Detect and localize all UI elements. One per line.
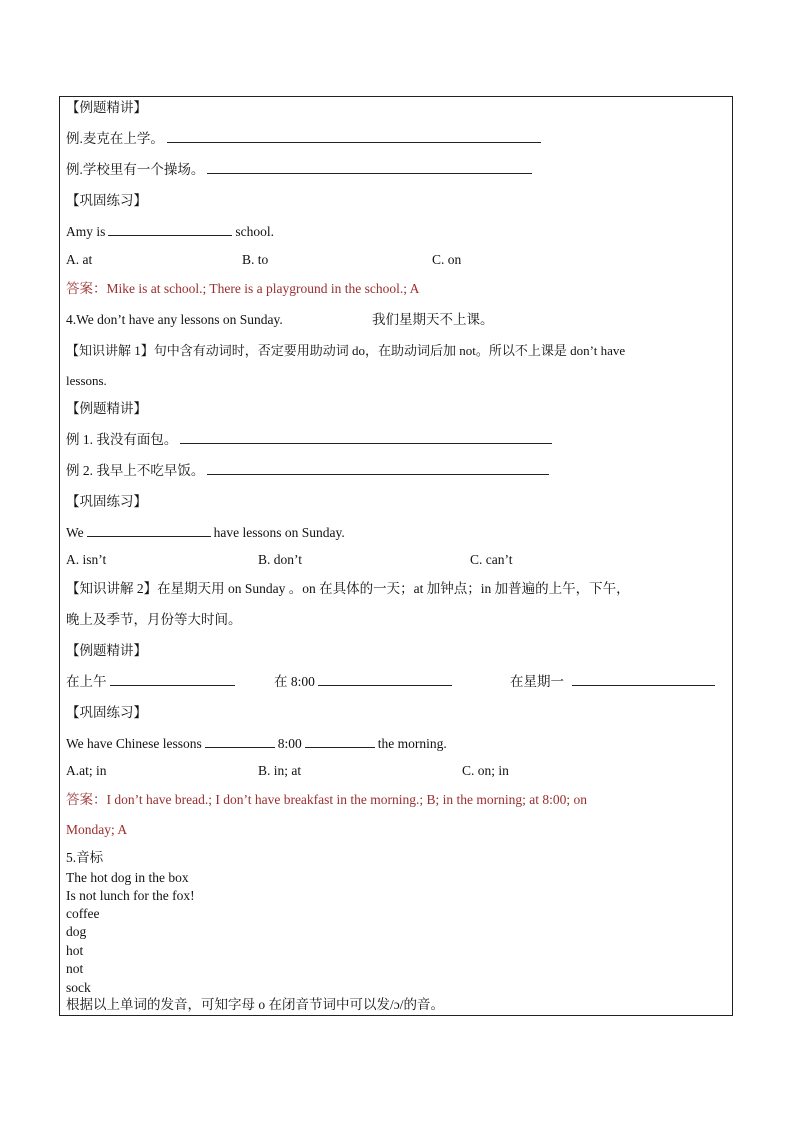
answer-text: Mike is at school.; There is a playground in the school.; A [106, 281, 420, 296]
question-2-blank-1[interactable] [205, 735, 275, 748]
heading-examples-2: 【例题精讲】 [66, 643, 147, 658]
answer-blank[interactable] [207, 161, 532, 174]
knowledge-1-line-2: lessons. [66, 373, 107, 388]
question-2-part-c: the morning. [377, 736, 447, 751]
heading-examples: 【例题精讲】 [66, 401, 147, 416]
question-suffix: school. [235, 224, 275, 239]
heading-practice: 【巩固练习】 [66, 193, 147, 208]
fill-in-morning [66, 673, 238, 691]
practice-question [66, 223, 274, 241]
option-a[interactable]: A. isn’t [66, 552, 107, 567]
fill-3-label: 在星期一 [510, 674, 564, 689]
answer-blank[interactable] [207, 462, 549, 475]
practice-question-2 [66, 735, 447, 753]
example-2 [66, 462, 552, 480]
question-blank[interactable] [108, 223, 232, 236]
fill-2-label: 在 8:00 [274, 674, 315, 689]
section-4-title-en: 4.We don’t have any lessons on Sunday. [66, 312, 283, 327]
answer-line-2b: Monday; A [66, 822, 128, 837]
answer-text-1: I don’t have bread.; I don’t have breakfast in the morning.; B; in the morning; at 8:00; on [106, 792, 588, 807]
word-not: not [66, 961, 84, 976]
word-dog: dog [66, 924, 87, 939]
option-a-2[interactable]: A.at; in [66, 763, 107, 778]
fill-3-blank[interactable] [572, 673, 715, 686]
option-c[interactable]: C. can’t [470, 552, 513, 567]
answer-line [66, 280, 419, 298]
heading-practice: 【巩固练习】 [66, 494, 147, 509]
phonics-line-1: The hot dog in the box [66, 870, 189, 885]
example-1-text: 例.麦克在上学。 [66, 131, 164, 146]
example-2 [66, 161, 535, 179]
knowledge-2-line-2: 晚上及季节，月份等大时间。 [66, 612, 242, 627]
answer-blank[interactable] [180, 431, 552, 444]
example-1 [66, 431, 555, 449]
option-c[interactable]: C. on [432, 252, 462, 267]
fill-1-blank[interactable] [110, 673, 235, 686]
answer-label: 答案： [66, 792, 107, 807]
option-b-2[interactable]: B. in; at [258, 763, 302, 778]
word-sock: sock [66, 980, 91, 995]
word-hot: hot [66, 943, 84, 958]
option-b[interactable]: B. to [242, 252, 269, 267]
question-prefix: Amy is [66, 224, 106, 239]
question-blank[interactable] [87, 524, 211, 537]
word-coffee: coffee [66, 906, 100, 921]
answer-blank[interactable] [167, 130, 541, 143]
question-2-part-a: We have Chinese lessons [66, 736, 202, 751]
question-2-part-b: 8:00 [277, 736, 302, 751]
example-1-text: 例 1. 我没有面包。 [66, 432, 178, 447]
section-5-title: 5.音标 [66, 850, 104, 865]
option-b[interactable]: B. don’t [258, 552, 303, 567]
fill-in-time [274, 673, 455, 691]
example-2-text: 例 2. 我早上不吃早饭。 [66, 463, 205, 478]
knowledge-2-line-1: 【知识讲解 2】在星期天用 on Sunday 。on 在具体的一天；at 加钟点；in 加普遍的上午，下午， [66, 581, 630, 596]
phonics-conclusion: 根据以上单词的发音，可知字母 o 在闭音节词中可以发/ɔ/的音。 [66, 997, 444, 1012]
answer-line-2a [66, 791, 587, 809]
heading-examples: 【例题精讲】 [66, 100, 147, 115]
fill-2-blank[interactable] [318, 673, 452, 686]
option-a[interactable]: A. at [66, 252, 93, 267]
heading-practice-2: 【巩固练习】 [66, 705, 147, 720]
example-1 [66, 130, 544, 148]
answer-label: 答案： [66, 281, 107, 296]
question-prefix: We [66, 525, 84, 540]
phonics-line-2: Is not lunch for the fox! [66, 888, 195, 903]
practice-question [66, 524, 345, 542]
section-4-title-cn: 我们星期天不上课。 [372, 312, 494, 327]
question-2-blank-2[interactable] [305, 735, 375, 748]
question-suffix: have lessons on Sunday. [213, 525, 345, 540]
example-2-text: 例.学校里有一个操场。 [66, 162, 205, 177]
option-c-2[interactable]: C. on; in [462, 763, 509, 778]
knowledge-1-line-1: 【知识讲解 1】句中含有动词时，否定要用助动词 do，在助动词后加 not。所以不上课是 don’t have [66, 343, 626, 358]
fill-in-monday [510, 673, 718, 691]
fill-1-label: 在上午 [66, 674, 107, 689]
